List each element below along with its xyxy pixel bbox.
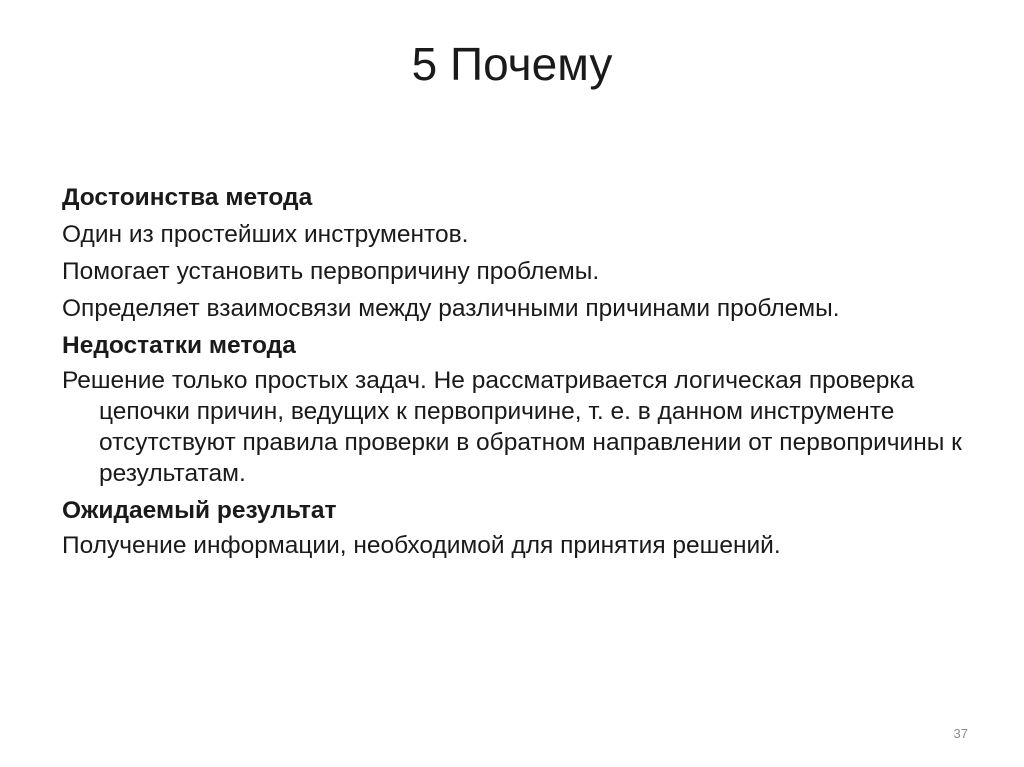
slide-title: 5 Почему — [411, 38, 613, 90]
section-heading-advantages: Достоинства метода — [62, 184, 313, 211]
section-heading-disadvantages: Недостатки метода — [62, 332, 296, 359]
expected-result-item: Получение информации, необходимой для принятия решений. — [62, 532, 781, 559]
slide-body — [62, 182, 972, 567]
slide-number: 37 — [953, 726, 968, 741]
advantage-item: Помогает установить первопричину проблемы. — [62, 258, 600, 285]
disadvantage-item: Решение только простых задач. Не рассматривается логическая проверка цепочки причин, ведущих к первопричине, т. е. в данном инструменте отсутствуют правила проверки в обратном направлении от первопричины к результатам. — [62, 367, 962, 487]
section-heading-expected-result: Ожидаемый результат — [62, 497, 337, 524]
advantage-item: Один из простейших инструментов. — [62, 221, 469, 248]
advantage-item: Определяет взаимосвязи между различными причинами проблемы. — [62, 295, 840, 322]
